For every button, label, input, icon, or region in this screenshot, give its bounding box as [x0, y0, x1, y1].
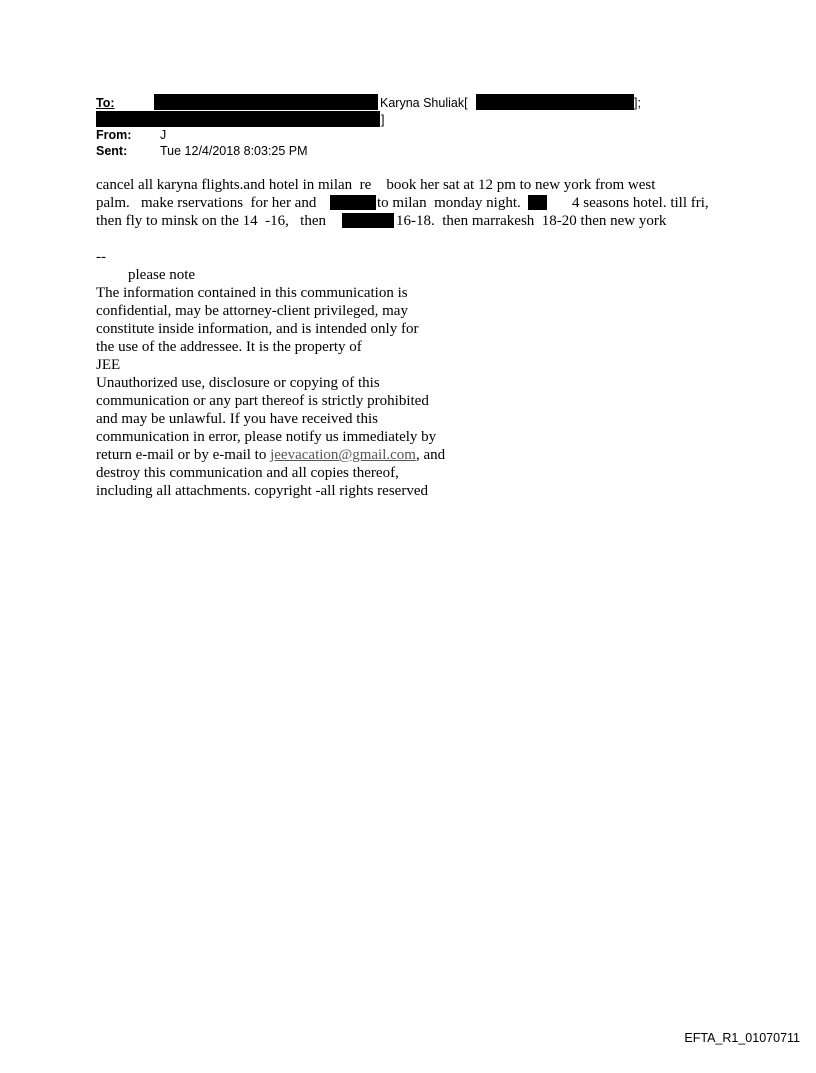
redaction-box [96, 111, 380, 127]
to-label: To: [96, 96, 115, 110]
disclaimer-line: including all attachments. copyright -all rights reserved [96, 483, 428, 499]
to-recipient-name: Karyna Shuliak[ [380, 96, 468, 110]
to-recipient-end: ]; [634, 96, 641, 110]
disclaimer-line: the use of the addressee. It is the property of [96, 339, 362, 355]
message-line-3a: then fly to minsk on the 14 -16, then [96, 213, 326, 229]
message-line-3b: 16-18. then marrakesh 18-20 then new york [396, 213, 667, 229]
redaction-box [476, 94, 634, 110]
disclaimer-line: and may be unlawful. If you have received this [96, 411, 378, 427]
return-text-end: , and [415, 447, 446, 463]
disclaimer-line: confidential, may be attorney-client privileged, may [96, 303, 408, 319]
return-text: return e-mail or by e-mail to [96, 447, 271, 463]
disclaimer-return-line [96, 446, 445, 464]
redaction-box [330, 195, 376, 210]
redaction-box [528, 195, 547, 210]
message-line-2b: to milan monday night. [377, 195, 521, 211]
from-label: From: [96, 128, 132, 142]
disclaimer-line: JEE [96, 357, 121, 373]
signature-note: please note [128, 267, 196, 283]
message-line-2a: palm. make rservations for her and [96, 195, 317, 211]
disclaimer-line: communication or any part thereof is strictly prohibited [96, 393, 429, 409]
signature-separator: -- [96, 249, 106, 265]
message-line-2c: 4 seasons hotel. till fri, [572, 195, 709, 211]
disclaimer-line: The information contained in this communication is [96, 285, 408, 301]
redaction-box [342, 213, 394, 228]
to-bracket: ] [381, 113, 385, 127]
from-value: J [160, 128, 167, 142]
disclaimer-line: constitute inside information, and is intended only for [96, 321, 419, 337]
sent-value: Tue 12/4/2018 8:03:25 PM [160, 144, 308, 158]
disclaimer-line: destroy this communication and all copies thereof, [96, 465, 399, 481]
redaction-box [154, 94, 378, 110]
disclaimer-line: Unauthorized use, disclosure or copying of this [96, 375, 380, 391]
disclaimer-line: communication in error, please notify us immediately by [96, 429, 437, 445]
document-id: EFTA_R1_01070711 [684, 1031, 800, 1045]
sent-label: Sent: [96, 144, 128, 158]
message-line-1: cancel all karyna flights.and hotel in milan re book her sat at 12 pm to new york from west [96, 177, 656, 193]
email-link[interactable]: jeevacation@gmail.com [270, 447, 416, 463]
